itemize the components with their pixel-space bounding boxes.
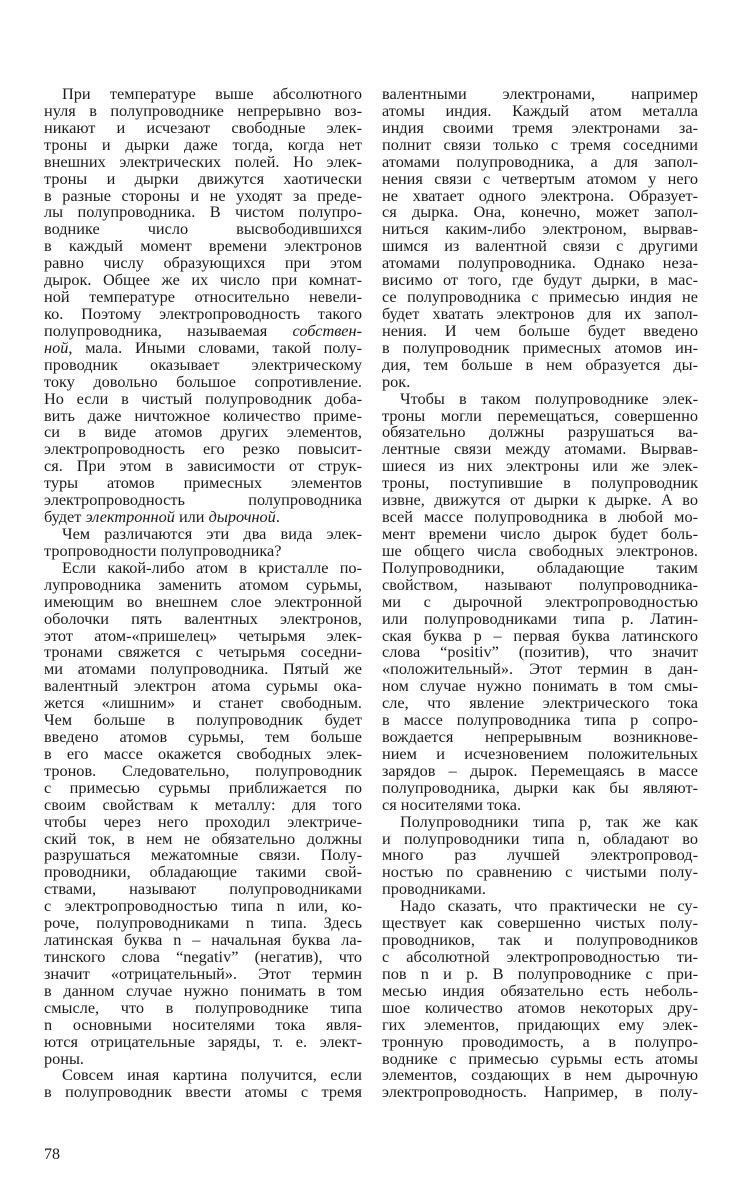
text-line: равно числу образующихся при этом — [44, 253, 362, 273]
text-line: троны и дырки движутся хаотически — [44, 168, 362, 188]
text-line: Полупроводники типа p, так же как — [400, 811, 698, 831]
text-line: месью индия обязательно есть неболь- — [382, 980, 698, 1000]
text-line: оболочки пять валентных электронов, — [44, 608, 362, 628]
text-line: си в виде атомов других элементов, — [44, 422, 362, 442]
text-line: или полупроводниками типа p. Латин- — [382, 608, 698, 628]
text-line: гих элементов, придающих ему элек- — [382, 1014, 698, 1034]
text-line: троны, поступившие в полупроводник — [382, 473, 698, 493]
paragraph — [382, 388, 698, 814]
text-line: в разные стороны и не уходят за преде- — [44, 185, 362, 205]
paragraph — [382, 811, 698, 899]
text-line: электропроводность полупроводника — [44, 490, 362, 510]
text-line: тропроводности полупроводника? — [44, 540, 282, 560]
text-line: тронами свяжется с четырьмя соседни- — [44, 642, 362, 662]
text-line: ский ток, в нем не обязательно должны — [44, 828, 362, 848]
text-line: шимся из валентной связи с другими — [382, 236, 698, 256]
text-line: проводниками. — [382, 879, 486, 899]
text-line: «положительный». Этот термин в дан- — [382, 659, 698, 679]
paragraph — [44, 1067, 362, 1101]
text-line: чтобы через него проходил электриче- — [44, 811, 362, 831]
text-line: извне, движутся от дырки к дырке. А во — [382, 490, 698, 510]
text-line: лупроводника заменить атомом сурьмы, — [44, 574, 362, 594]
text-line: с абсолютной электропроводностью ти- — [382, 947, 698, 967]
text-line: дырок. Общее же их число при комнат- — [44, 270, 362, 290]
text-line: с примесью сурьмы приближается по — [44, 777, 362, 797]
text-line: воднике с примесью сурьмы есть атомы — [382, 1048, 698, 1068]
text-line: При температуре выше абсолютного — [62, 84, 362, 103]
text-line: шое количество атомов некоторых дру- — [382, 997, 698, 1017]
text-column-left — [44, 86, 362, 1101]
italic-term: электронной — [85, 507, 175, 527]
text-line: с электропроводностью типа n или, ко- — [44, 896, 362, 916]
text-line: ся носителями тока. — [382, 794, 522, 814]
text-line: введено атомов сурьмы, тем больше — [44, 727, 362, 747]
text-line: своим свойствам к металлу: для того — [44, 794, 362, 814]
italic-term: ной — [44, 337, 69, 357]
text-line: Если какой-либо атом в кристалле по- — [62, 557, 362, 577]
text-line: вить даже ничтожное количество приме- — [44, 405, 362, 425]
paragraph — [382, 86, 698, 391]
text-line: валентный электрон атома сурьмы ока- — [44, 676, 362, 696]
text-line: нием и исчезновением положительных — [382, 743, 698, 763]
text-line: электропроводность его резко повысит- — [44, 439, 362, 459]
text-line: ном случае нужно понимать в том смы- — [382, 676, 698, 696]
text-line: латинская буква n – начальная буква ла- — [44, 930, 362, 950]
text-line: ствами, называют полупроводниками — [44, 879, 362, 899]
text-line: в массе полупроводника типа p сопро- — [382, 710, 698, 730]
text-line: проводников, так и полупроводников — [382, 930, 698, 950]
text-line: тронов. Следовательно, полупроводник — [44, 760, 362, 780]
text-line: n основными носителями тока явля- — [44, 1014, 362, 1034]
text-segment: будет — [44, 507, 86, 527]
page-number: 78 — [44, 1146, 60, 1163]
paragraph — [44, 557, 362, 1068]
text-line: Чтобы в таком полупроводнике элек- — [400, 388, 698, 408]
paragraph — [44, 523, 362, 560]
text-line: и полупроводники типа n, обладают во — [382, 828, 698, 848]
text-line: ются отрицательные заряды, т. е. элект- — [44, 1031, 362, 1051]
text-line: никают и исчезают свободные элек- — [44, 117, 362, 137]
text-line: ко. Поэтому электропроводность такого — [44, 303, 362, 323]
text-segment: , мала. Иными словами, такой полу- — [68, 337, 362, 357]
text-line: ществует как совершенно чистых полу- — [382, 913, 698, 933]
text-line: вождается непрерывным возникнове- — [382, 727, 698, 747]
text-line: роны. — [44, 1048, 85, 1068]
text-column-right — [382, 86, 698, 1101]
text-line: току довольно большое сопротивление. — [44, 371, 362, 391]
text-line: жется «лишним» и станет свободным. — [44, 693, 362, 713]
text-line: пов n и p. В полупроводнике с при- — [382, 963, 698, 983]
text-line: сле, что явление электрического тока — [382, 693, 698, 713]
text-line: элементов, создающих в нем дырочную — [382, 1065, 698, 1085]
text-line: полнит связи только с тремя соседними — [382, 134, 698, 154]
text-line: мент времени число дырок будет боль- — [382, 523, 698, 543]
text-line: тинского слова “negativ” (негатив), что — [44, 947, 362, 967]
text-segment: полупроводника, называемая — [44, 320, 293, 340]
text-line: внешних электрических полей. Но элек- — [44, 151, 362, 171]
text-line: туры атомов примесных элементов — [44, 473, 362, 493]
text-line: в полупроводник примесных атомов ин- — [382, 337, 698, 357]
text-line: нения связи с четвертым атомом у него — [382, 168, 698, 188]
text-line: в каждый момент времени электронов — [44, 236, 362, 256]
text-line: зарядов – дырок. Перемещаясь в массе — [382, 760, 698, 780]
text-line: Чем больше в полупроводник будет — [44, 710, 362, 730]
text-line: ся. При этом в зависимости от струк- — [44, 456, 362, 476]
text-line: слова “positiv” (позитив), что значит — [382, 642, 698, 662]
text-line: висимо от того, где будут дырки, в мас- — [382, 270, 698, 290]
text-line: Чем различаются эти два вида элек- — [62, 523, 362, 543]
text-line: полупроводника, дырки как бы являют- — [382, 777, 698, 797]
text-line: ностью по сравнению с чистыми полу- — [382, 862, 698, 882]
text-line: троны и дырки даже тогда, когда нет — [44, 134, 362, 154]
text-line: обязательно должны разрушаться ва- — [382, 422, 698, 442]
text-line: смысле, что в полупроводнике типа — [44, 997, 362, 1017]
text-line: всей массе полупроводника в любой мо- — [382, 507, 698, 527]
text-line: много раз лучшей электропровод- — [382, 845, 698, 865]
text-line: ми атомами полупроводника. Пятый же — [44, 659, 362, 679]
text-line: ной температуре относительно невели- — [44, 287, 362, 307]
text-line: Но если в чистый полупроводник доба- — [44, 388, 362, 408]
text-line: лентные связи между атомами. Вырвав- — [382, 439, 698, 459]
text-line: Полупроводники, обладающие таким — [382, 557, 698, 577]
text-line: проводники, обладающие такими свой- — [44, 862, 362, 882]
text-line: ше общего числа свободных электронов. — [382, 540, 698, 560]
text-line: в его массе окажется свободных элек- — [44, 743, 362, 763]
text-line: значит «отрицательный». Этот термин — [44, 963, 362, 983]
text-line: шиеся из них электроны или же элек- — [382, 456, 698, 476]
text-line: индия своими тремя электронами за- — [382, 117, 698, 137]
text-line: нения. И чем больше будет введено — [382, 320, 698, 340]
text-line: воднике число высвободившихся — [44, 219, 362, 239]
italic-term: собствен- — [292, 320, 362, 340]
text-line: тронную проводимость, а в полупро- — [382, 1031, 698, 1051]
text-line: имеющим во внешнем слое электронной — [44, 591, 362, 611]
text-line: атомы индия. Каждый атом металла — [382, 100, 698, 120]
text-line: дия, тем больше в нем образуется ды- — [382, 354, 698, 374]
text-line: в данном случае нужно понимать в том — [44, 980, 362, 1000]
paragraph — [382, 898, 698, 1101]
text-segment: . — [275, 507, 280, 527]
text-line: роче, полупроводниками n типа. Здесь — [44, 913, 362, 933]
text-line: электропроводность. Например, в полу- — [382, 1082, 698, 1102]
text-line: не хватает одного электрона. Образует- — [382, 185, 698, 205]
text-line: атомами полупроводника, а для запол- — [382, 151, 698, 171]
paragraph — [44, 86, 362, 526]
text-line: ми с дырочной электропроводностью — [382, 591, 698, 611]
text-line: в полупроводник ввести атомы с тремя — [44, 1082, 362, 1102]
text-line: будет хватать электронов для их запол- — [382, 303, 698, 323]
text-line: Надо сказать, что практически не су- — [400, 896, 698, 916]
text-line: троны могли перемещаться, совершенно — [382, 405, 698, 425]
text-line: ся дырка. Она, конечно, может запол- — [382, 202, 698, 222]
text-line: се полупроводника с примесью индия не — [382, 287, 698, 307]
text-line: рок. — [382, 371, 411, 391]
text-line: атомами полупроводника. Однако неза- — [382, 253, 698, 273]
italic-term: дырочной — [208, 507, 276, 527]
text-segment: или — [174, 507, 209, 527]
text-line: разрушаться межатомные связи. Полу- — [44, 845, 362, 865]
text-line: ская буква p – первая буква латинского — [382, 625, 698, 645]
text-line: лы полупроводника. В чистом полупро- — [44, 202, 362, 222]
text-line: ниться каким-либо электроном, вырвав- — [382, 219, 698, 239]
text-line: проводник оказывает электрическому — [44, 354, 362, 374]
text-line: Совсем иная картина получится, если — [62, 1065, 362, 1085]
text-line: валентными электронами, например — [382, 84, 698, 103]
text-line: нуля в полупроводнике непрерывно воз- — [44, 100, 362, 120]
text-line: этот атом-«пришелец» четырьмя элек- — [44, 625, 362, 645]
text-line: свойством, называют полупроводника- — [382, 574, 698, 594]
